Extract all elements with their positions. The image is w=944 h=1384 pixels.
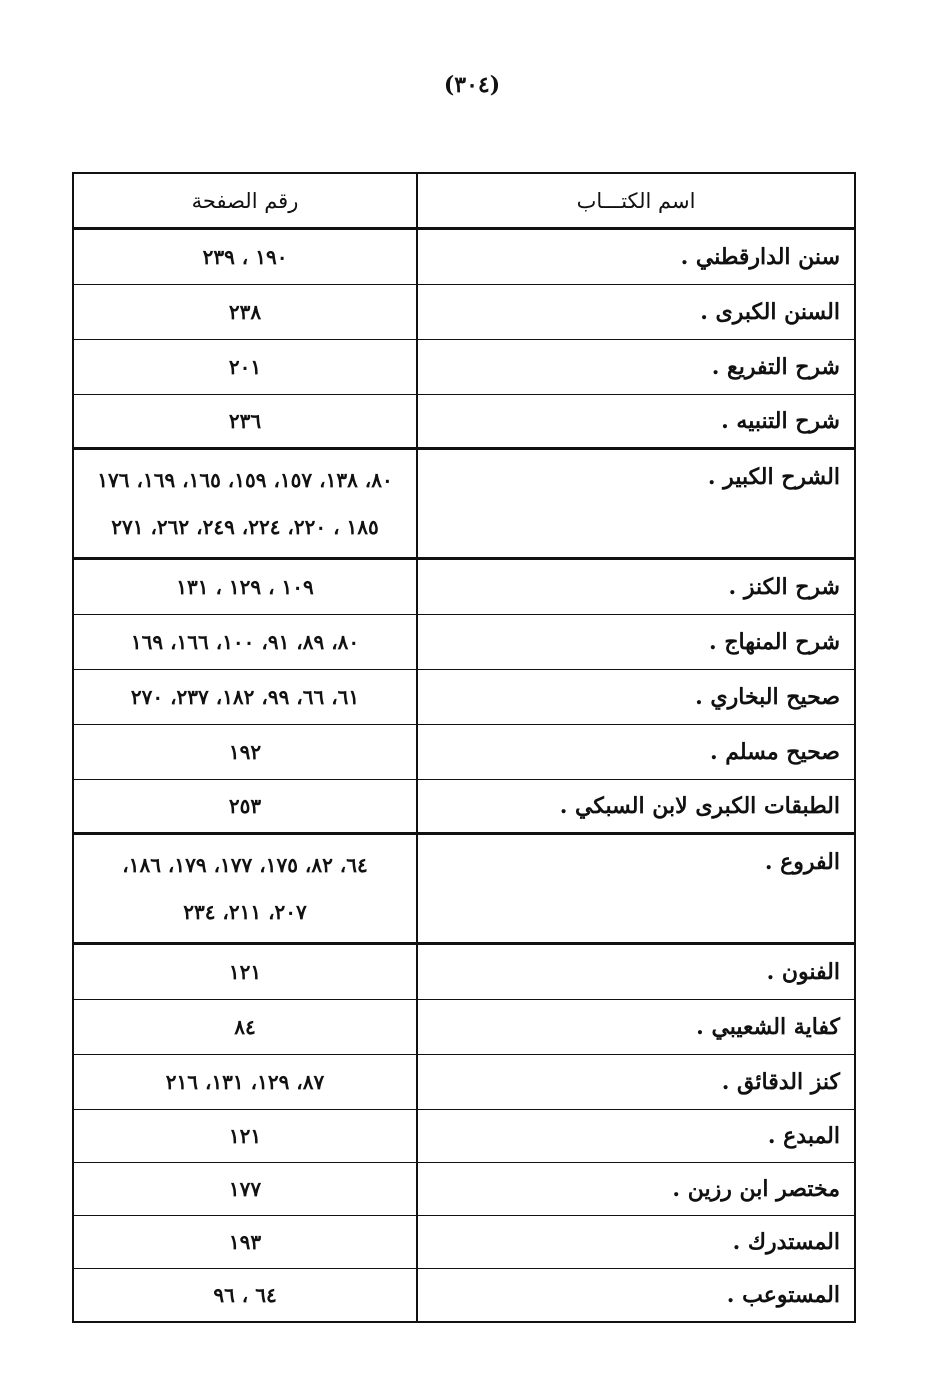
book-name: شرح التنبيه . — [416, 395, 854, 447]
book-name: صحيح مسلم . — [416, 725, 854, 779]
book-name: صحيح البخاري . — [416, 670, 854, 724]
page-numbers: ٢٣٦ — [228, 409, 262, 433]
table-row — [74, 725, 854, 780]
book-name: شرح المنهاج . — [416, 615, 854, 669]
page-numbers: ٨٠، ١٣٨، ١٥٧، ١٥٩، ١٦٥، ١٦٩، ١٧٦ ١٨٥ ، ٢٢٠، ٢٢٤، ٢٤٩، ٢٦٢، ٢٧١ — [97, 467, 393, 540]
page-numbers: ٦٤ ، ٩٦ — [213, 1283, 277, 1307]
table-header-row — [74, 174, 854, 230]
book-name: شرح الكنز . — [416, 560, 854, 614]
page-numbers: ٦٤، ٨٢، ١٧٥، ١٧٧، ١٧٩، ١٨٦، ٢٠٧، ٢١١، ٢٣٤ — [122, 852, 368, 925]
table-row — [74, 340, 854, 395]
header-page-number: رقم الصفحة — [191, 188, 299, 213]
book-name: السنن الكبرى . — [416, 285, 854, 339]
page-numbers: ٢٥٣ — [228, 794, 262, 818]
table-row — [74, 835, 854, 945]
table-row — [74, 780, 854, 835]
table-row — [74, 945, 854, 1000]
table-row — [74, 285, 854, 340]
book-name: الفنون . — [416, 945, 854, 999]
book-name: شرح التفريع . — [416, 340, 854, 394]
book-name: المستوعب . — [416, 1269, 854, 1321]
page-numbers: ١٩٢ — [228, 740, 262, 764]
page-numbers: ٨٧، ١٢٩، ١٣١، ٢١٦ — [165, 1070, 325, 1094]
table-row — [74, 1055, 854, 1110]
page-numbers: ٢٠١ — [228, 355, 262, 379]
page-numbers: ٦١، ٦٦، ٩٩، ١٨٢، ٢٣٧، ٢٧٠ — [130, 685, 360, 709]
page-numbers: ١٢١ — [228, 1124, 262, 1148]
header-book-name: اسم الكتـــاب — [416, 174, 854, 227]
book-name: سنن الدارقطني . — [416, 230, 854, 284]
book-name: كفاية الشعيبي . — [416, 1000, 854, 1054]
page-numbers: ٨٤ — [234, 1015, 256, 1039]
book-name: الفروع . — [416, 835, 854, 942]
page-numbers: ٢٣٨ — [228, 300, 262, 324]
book-name: الطبقات الكبرى لابن السبكي . — [416, 780, 854, 832]
table-row — [74, 230, 854, 285]
book-name: كنز الدقائق . — [416, 1055, 854, 1109]
page-numbers: ١٢١ — [228, 960, 262, 984]
book-index-table — [72, 172, 856, 1323]
page-numbers: ١٩٣ — [228, 1230, 262, 1254]
book-name: المبدع . — [416, 1110, 854, 1162]
table-row — [74, 1163, 854, 1216]
table-row — [74, 670, 854, 725]
table-row — [74, 615, 854, 670]
book-name: الشرح الكبير . — [416, 450, 854, 557]
page-numbers: ٨٠، ٨٩، ٩١، ١٠٠، ١٦٦، ١٦٩ — [130, 630, 360, 654]
table-row — [74, 560, 854, 615]
page-numbers: ١٩٠ ، ٢٣٩ — [202, 245, 288, 269]
page-number: (٣٠٤) — [443, 72, 501, 98]
table-row — [74, 1000, 854, 1055]
table-row — [74, 1269, 854, 1321]
table-row — [74, 1110, 854, 1163]
page-numbers: ١٠٩ ، ١٢٩ ، ١٣١ — [176, 575, 314, 599]
book-name: المستدرك . — [416, 1216, 854, 1268]
table-row — [74, 1216, 854, 1269]
table-row — [74, 450, 854, 560]
table-row — [74, 395, 854, 450]
book-name: مختصر ابن رزين . — [416, 1163, 854, 1215]
page-numbers: ١٧٧ — [228, 1177, 262, 1201]
